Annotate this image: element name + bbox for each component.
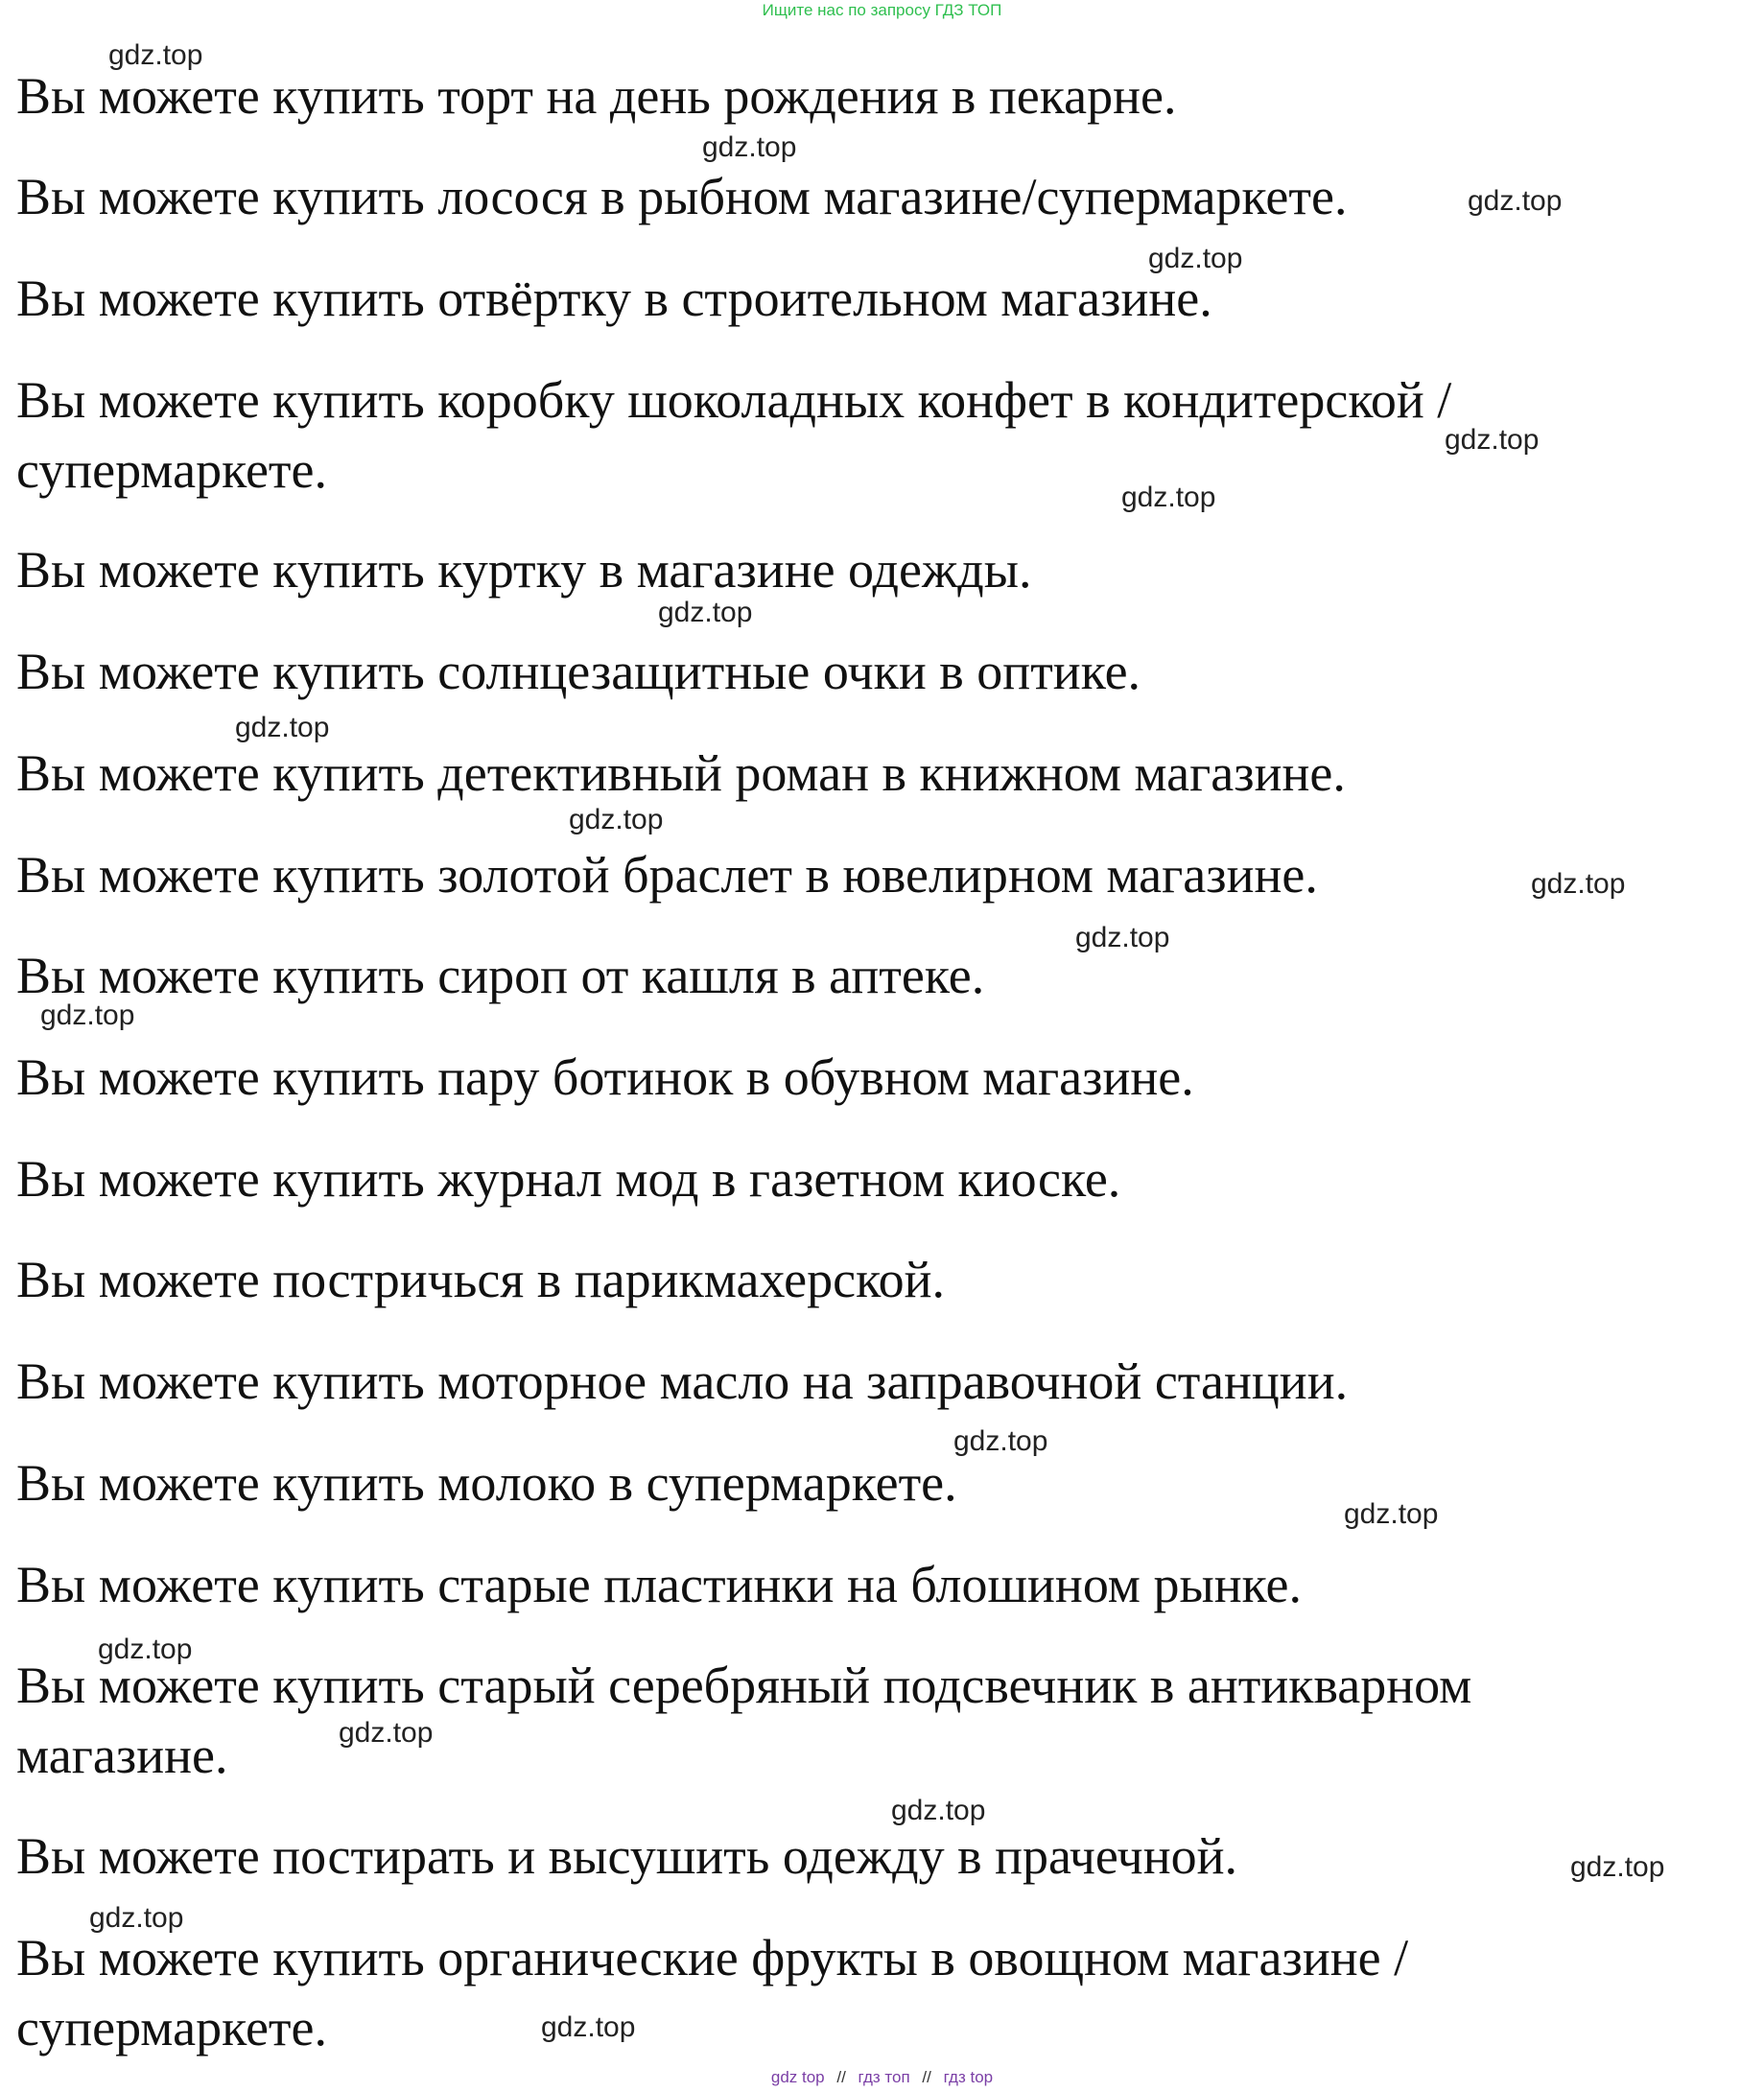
sentence-line: Вы можете купить куртку в магазине одежды. — [16, 541, 1032, 599]
watermark-label: gdz.top — [40, 999, 135, 1031]
watermark-label: gdz.top — [658, 597, 753, 628]
sentence-line: супермаркете. — [16, 441, 327, 499]
sentence-line: Вы можете купить органические фрукты в овощном магазине / — [16, 1929, 1409, 1986]
watermark-label: gdz.top — [108, 39, 203, 71]
watermark-label: gdz.top — [541, 2011, 636, 2043]
watermark-label: gdz.top — [1344, 1498, 1439, 1530]
watermark-label: gdz.top — [1445, 424, 1540, 456]
sentence-line: Вы можете постричься в парикмахерской. — [16, 1251, 945, 1308]
sentence-line: Вы можете купить отвёртку в строительном магазине. — [16, 270, 1212, 327]
watermark-label: gdz.top — [1468, 185, 1563, 217]
watermark-label: gdz.top — [1121, 482, 1216, 513]
watermark-label: gdz.top — [89, 1902, 184, 1934]
watermark-label: gdz.top — [1148, 243, 1243, 274]
sentence-line: Вы можете купить моторное масло на заправочной станции. — [16, 1352, 1349, 1410]
watermark-label: gdz.top — [235, 712, 330, 743]
sentence-line: Вы можете купить солнцезащитные очки в оптике. — [16, 643, 1141, 700]
sentence-line: Вы можете купить лосося в рыбном магазине/супермаркете. — [16, 168, 1348, 225]
watermark-label: gdz.top — [569, 804, 664, 835]
footer-link[interactable]: gdz top — [770, 2068, 825, 2086]
sentence-line: Вы можете купить золотой браслет в ювелирном магазине. — [16, 846, 1318, 904]
watermark-label: gdz.top — [98, 1634, 193, 1665]
sentence-line: супермаркете. — [16, 1999, 327, 2057]
sentence-line: Вы можете купить старый серебряный подсвечник в антикварном — [16, 1657, 1472, 1714]
sentence-line: Вы можете постирать и высушить одежду в прачечной. — [16, 1827, 1238, 1885]
watermark-label: gdz.top — [1075, 922, 1170, 953]
footer-separator: // — [922, 2068, 931, 2086]
watermark-label: gdz.top — [702, 131, 797, 163]
sentence-line: Вы можете купить торт на день рождения в пекарне. — [16, 67, 1177, 125]
footer-link[interactable]: гдз top — [943, 2068, 994, 2086]
watermark-label: gdz.top — [1570, 1851, 1665, 1883]
sentence-line: Вы можете купить детективный роман в книжном магазине. — [16, 744, 1346, 802]
sentence-line: магазине. — [16, 1727, 228, 1784]
sentence-line: Вы можете купить молоко в супермаркете. — [16, 1454, 957, 1512]
sentence-line: Вы можете купить журнал мод в газетном киоске. — [16, 1150, 1121, 1208]
footer-separator: // — [836, 2068, 846, 2086]
footer-links — [0, 2067, 1764, 2088]
watermark-label: gdz.top — [1531, 868, 1626, 900]
footer-link[interactable]: гдз топ — [858, 2068, 910, 2086]
sentence-line: Вы можете купить старые пластинки на блошином рынке. — [16, 1556, 1303, 1613]
watermark-label: gdz.top — [953, 1425, 1048, 1457]
top-banner: Ищите нас по запросу ГДЗ ТОП — [762, 1, 1002, 19]
watermark-label: gdz.top — [891, 1795, 986, 1826]
sentence-line: Вы можете купить пару ботинок в обувном магазине. — [16, 1048, 1194, 1106]
watermark-label: gdz.top — [339, 1717, 434, 1749]
sentence-line: Вы можете купить коробку шоколадных конфет в кондитерской / — [16, 371, 1452, 429]
sentence-line: Вы можете купить сироп от кашля в аптеке. — [16, 947, 985, 1004]
